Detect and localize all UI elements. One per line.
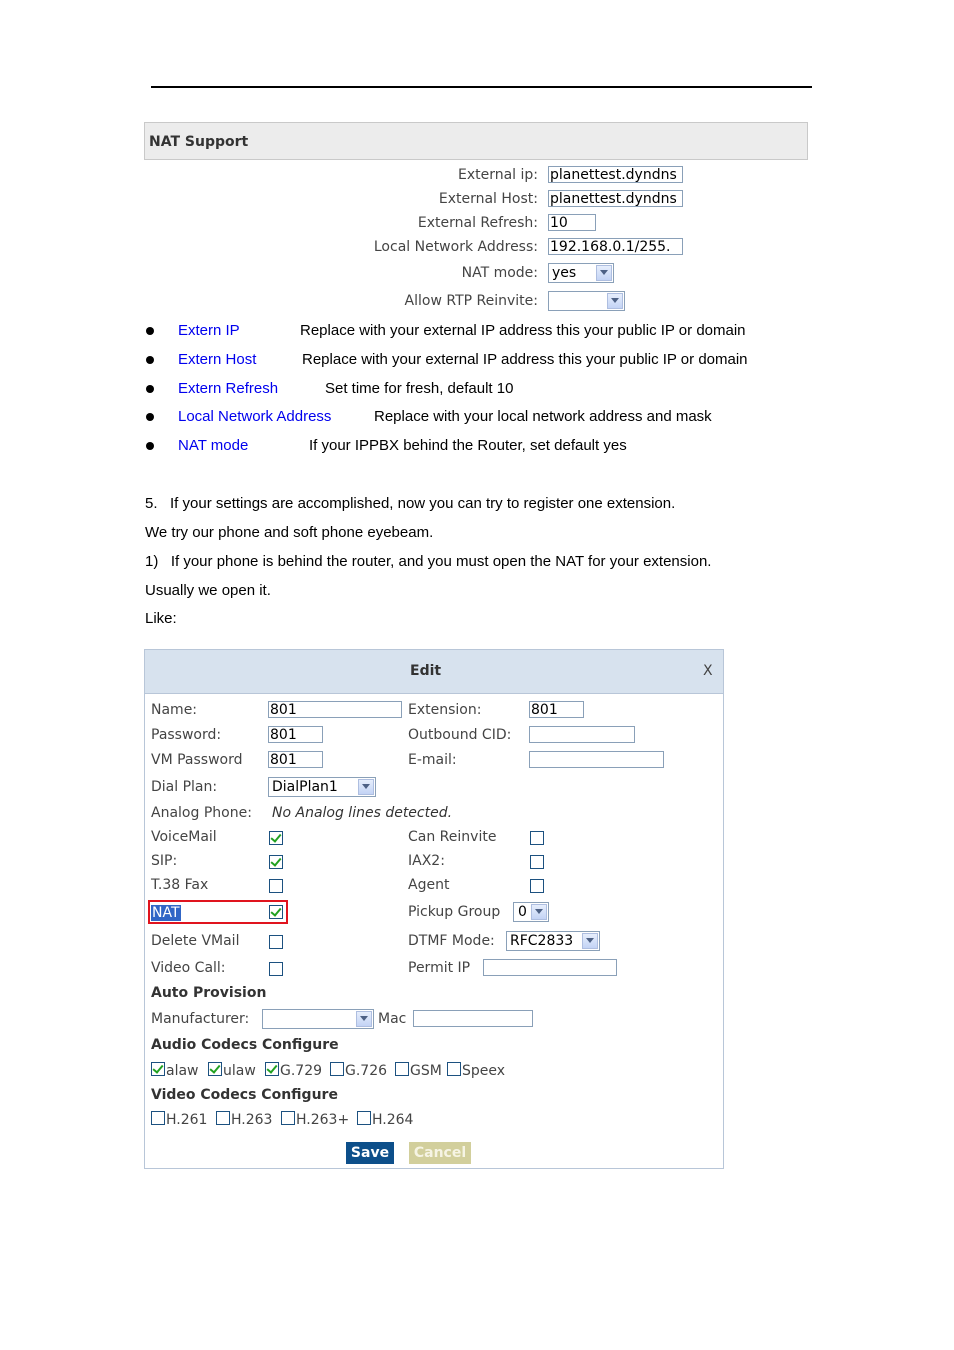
manufacturer-label: Manufacturer:: [151, 1011, 250, 1027]
outbound-cid-input[interactable]: [529, 726, 635, 743]
external-ip-label: External ip:: [457, 167, 538, 183]
iax2-label: IAX2:: [408, 853, 445, 869]
codec-h263plus-checkbox[interactable]: [281, 1111, 295, 1125]
t38-fax-label: T.38 Fax: [151, 877, 209, 893]
local-network-input[interactable]: 192.168.0.1/255.: [548, 238, 683, 255]
paragraph: Like:: [145, 610, 177, 627]
extension-label: Extension:: [408, 702, 482, 718]
external-host-input[interactable]: planettest.dyndns: [548, 190, 683, 207]
cancel-button[interactable]: Cancel: [409, 1142, 471, 1164]
nat-label: NAT: [152, 905, 180, 921]
mac-label: Mac: [378, 1011, 407, 1027]
sip-label: SIP:: [151, 853, 178, 869]
codec-h263-label: H.263: [231, 1112, 273, 1128]
analog-phone-label: Analog Phone:: [151, 805, 252, 821]
permit-ip-input[interactable]: [483, 959, 617, 976]
paragraph: 5. If your settings are accomplished, now you can try to register one extension.: [145, 495, 676, 512]
bullet-term: Local Network Address: [178, 408, 332, 425]
nat-support-title: NAT Support: [149, 134, 249, 150]
codec-g729-label: G.729: [280, 1063, 323, 1079]
nat-support-header: [144, 122, 808, 160]
vm-password-label: VM Password: [151, 752, 243, 768]
password-input[interactable]: 801: [268, 726, 323, 743]
bullet-desc: If your IPPBX behind the Router, set default yes: [309, 437, 627, 454]
codec-ulaw-label: ulaw: [223, 1063, 256, 1079]
edit-dialog: [144, 649, 724, 1169]
paragraph: We try our phone and soft phone eyebeam.: [145, 524, 434, 541]
pickup-group-select[interactable]: [513, 902, 549, 922]
email-input[interactable]: [529, 751, 664, 768]
pickup-group-value: 0: [518, 904, 527, 920]
paragraph: Usually we open it.: [145, 582, 271, 599]
bullet-term: NAT mode: [178, 437, 249, 454]
codec-speex-label: Speex: [462, 1063, 506, 1079]
paragraph: 1) If your phone is behind the router, and you must open the NAT for your extension.: [145, 553, 712, 570]
nat-mode-value: yes: [552, 265, 577, 281]
codec-h261-checkbox[interactable]: [151, 1111, 165, 1125]
codec-g729-checkbox[interactable]: [265, 1062, 279, 1076]
can-reinvite-label: Can Reinvite: [408, 829, 497, 845]
agent-label: Agent: [408, 877, 450, 893]
local-network-label: Local Network Address:: [373, 239, 538, 255]
bullet-desc: Replace with your external IP address this your public IP or domain: [300, 322, 746, 339]
codec-ulaw-checkbox[interactable]: [208, 1062, 222, 1076]
dtmf-mode-value: RFC2833: [510, 933, 574, 949]
extension-input[interactable]: 801: [529, 701, 584, 718]
bullet-icon: [146, 385, 154, 393]
voicemail-checkbox[interactable]: [269, 831, 283, 845]
bullet-icon: [146, 413, 154, 421]
bullet-desc: Replace with your local network address and mask: [374, 408, 712, 425]
dialog-titlebar: [145, 650, 723, 694]
dtmf-mode-select[interactable]: [506, 931, 600, 951]
bullet-icon: [146, 356, 154, 364]
voicemail-label: VoiceMail: [151, 829, 217, 845]
chevron-down-icon: [596, 265, 612, 281]
dtmf-mode-label: DTMF Mode:: [408, 933, 495, 949]
email-label: E-mail:: [408, 752, 457, 768]
delete-vmail-label: Delete VMail: [151, 933, 240, 949]
t38-fax-checkbox[interactable]: [269, 879, 283, 893]
external-refresh-label: External Refresh:: [417, 215, 538, 231]
bullet-term: Extern IP: [178, 322, 240, 339]
pickup-group-label: Pickup Group: [408, 904, 501, 920]
mac-input[interactable]: [413, 1010, 533, 1027]
vm-password-input[interactable]: 801: [268, 751, 323, 768]
video-codecs-heading: Video Codecs Configure: [151, 1087, 338, 1103]
header-rule: [151, 86, 812, 88]
chevron-down-icon: [356, 1011, 372, 1027]
codec-g726-label: G.726: [345, 1063, 388, 1079]
codec-g726-checkbox[interactable]: [330, 1062, 344, 1076]
video-call-checkbox[interactable]: [269, 962, 283, 976]
nat-checkbox[interactable]: [269, 905, 283, 919]
bullet-desc: Replace with your external IP address this your public IP or domain: [302, 351, 748, 368]
can-reinvite-checkbox[interactable]: [530, 831, 544, 845]
codec-speex-checkbox[interactable]: [447, 1062, 461, 1076]
chevron-down-icon: [582, 933, 598, 949]
external-ip-input[interactable]: planettest.dyndns: [548, 166, 683, 183]
permit-ip-label: Permit IP: [408, 960, 471, 976]
dialog-title: Edit: [410, 663, 442, 679]
analog-phone-value: No Analog lines detected.: [272, 805, 453, 821]
iax2-checkbox[interactable]: [530, 855, 544, 869]
external-host-label: External Host:: [438, 191, 538, 207]
codec-h264-label: H.264: [372, 1112, 414, 1128]
agent-checkbox[interactable]: [530, 879, 544, 893]
nat-mode-select[interactable]: [548, 263, 614, 283]
codec-h263-checkbox[interactable]: [216, 1111, 230, 1125]
codec-h263plus-label: H.263+: [296, 1112, 350, 1128]
audio-codecs-heading: Audio Codecs Configure: [151, 1037, 339, 1053]
dial-plan-select[interactable]: [268, 777, 376, 797]
password-label: Password:: [151, 727, 222, 743]
name-input[interactable]: 801: [268, 701, 402, 718]
codec-gsm-label: GSM: [410, 1063, 442, 1079]
chevron-down-icon: [358, 779, 374, 795]
bullet-icon: [146, 327, 154, 335]
codec-alaw-label: alaw: [166, 1063, 199, 1079]
bullet-icon: [146, 442, 154, 450]
codec-h264-checkbox[interactable]: [357, 1111, 371, 1125]
close-icon[interactable]: X: [703, 663, 713, 679]
codec-h261-label: H.261: [166, 1112, 208, 1128]
allow-rtp-label: Allow RTP Reinvite:: [404, 293, 538, 309]
auto-provision-heading: Auto Provision: [151, 985, 267, 1001]
delete-vmail-checkbox[interactable]: [269, 935, 283, 949]
video-call-label: Video Call:: [151, 960, 226, 976]
dial-plan-label: Dial Plan:: [151, 779, 218, 795]
dial-plan-value: DialPlan1: [272, 779, 338, 795]
codec-gsm-checkbox[interactable]: [395, 1062, 409, 1076]
bullet-term: Extern Refresh: [178, 380, 279, 397]
name-label: Name:: [151, 702, 198, 718]
codec-alaw-checkbox[interactable]: [151, 1062, 165, 1076]
manufacturer-select[interactable]: [262, 1009, 374, 1029]
bullet-term: Extern Host: [178, 351, 257, 368]
chevron-down-icon: [607, 293, 623, 309]
bullet-desc: Set time for fresh, default 10: [325, 380, 514, 397]
nat-label-wrap: [151, 904, 181, 922]
external-refresh-input[interactable]: 10: [548, 214, 596, 231]
allow-rtp-select[interactable]: [548, 291, 625, 311]
nat-mode-label: NAT mode:: [461, 265, 538, 281]
chevron-down-icon: [531, 904, 547, 920]
save-button[interactable]: Save: [346, 1142, 394, 1164]
sip-checkbox[interactable]: [269, 855, 283, 869]
outbound-cid-label: Outbound CID:: [408, 727, 512, 743]
